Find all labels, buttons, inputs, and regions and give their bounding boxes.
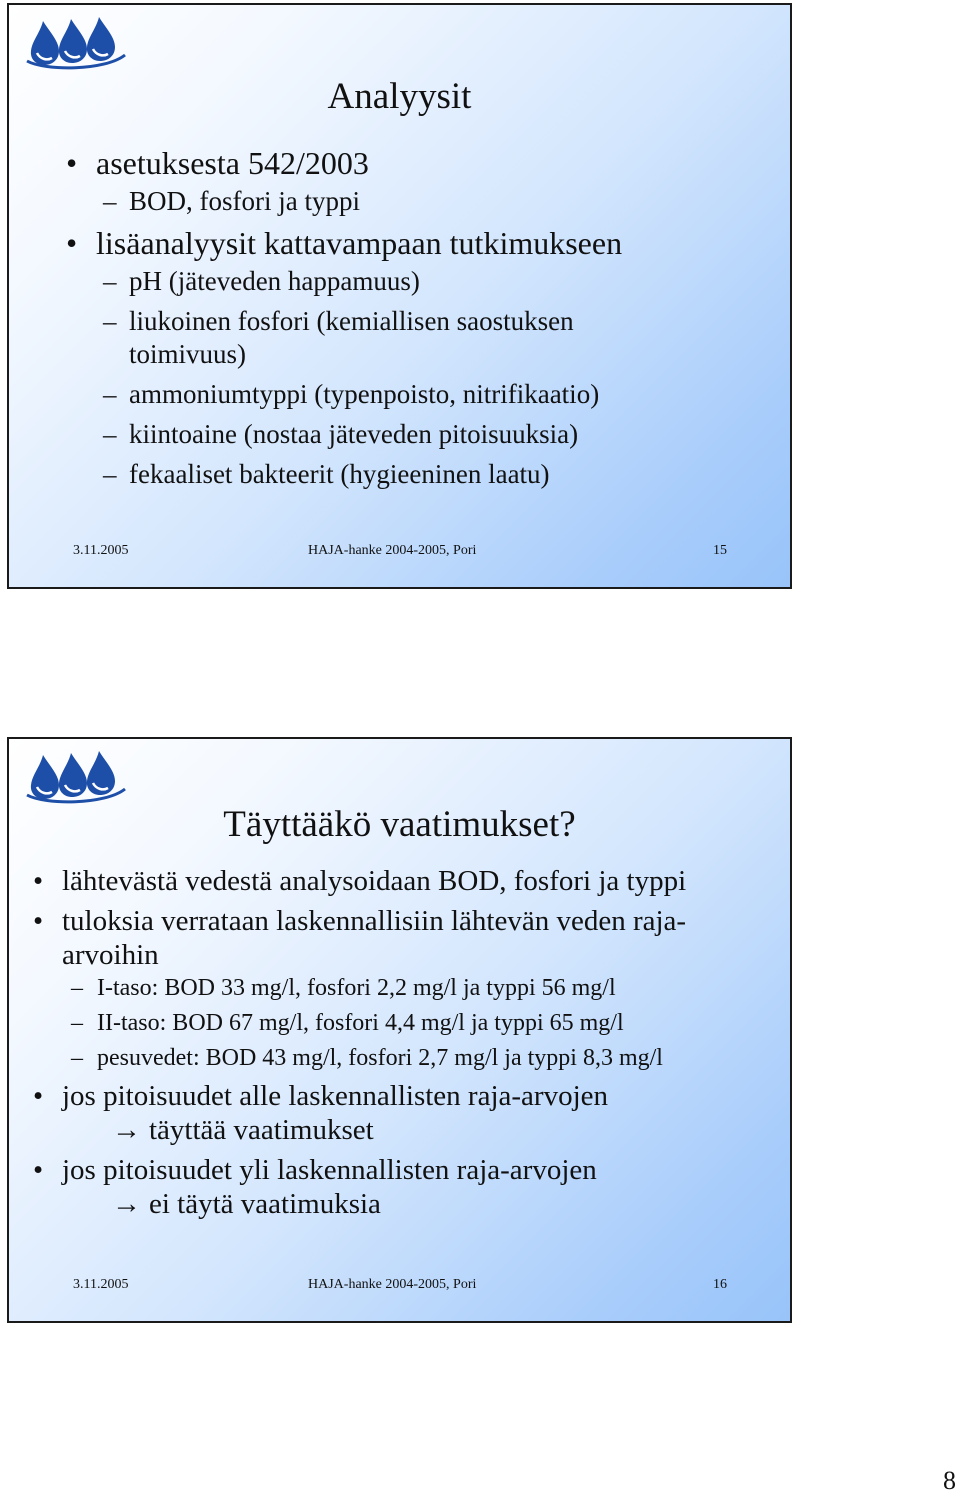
bullet-item: [33, 904, 732, 1073]
result-line: [62, 1113, 752, 1147]
sub-item: [71, 1009, 732, 1038]
bullet-item: [66, 225, 746, 491]
sub-item-text: fekaaliset bakteerit (hygieeninen laatu): [129, 459, 550, 489]
sub-item: [103, 378, 746, 411]
dash-icon: –: [103, 266, 117, 296]
bullet-icon: •: [33, 905, 44, 937]
result-line: [62, 1187, 752, 1221]
dash-icon: –: [71, 1010, 83, 1036]
sub-item-text: pH (jäteveden happamuus): [129, 266, 420, 296]
sub-item-text: I-taso: BOD 33 mg/l, fosfori 2,2 mg/l ja typpi 56 mg/l: [97, 975, 616, 1001]
sub-item: [103, 185, 746, 218]
sub-item: [71, 974, 732, 1003]
bullet-text: lisäanalyysit kattavampaan tutkimukseen: [96, 225, 623, 261]
slide-footer: [9, 1277, 790, 1295]
slide-title: Täyttääkö vaatimukset?: [223, 804, 576, 845]
result-text: ei täytä vaatimuksia: [149, 1188, 381, 1220]
footer-date: 3.11.2005: [73, 543, 129, 558]
sub-item-text: BOD, fosfori ja typpi: [129, 186, 360, 216]
water-drops-logo-icon: [25, 749, 129, 804]
water-drops-logo-icon: [25, 15, 129, 70]
dash-icon: –: [103, 379, 117, 409]
footer-date: 3.11.2005: [73, 1277, 129, 1292]
sub-item: [103, 305, 649, 371]
bullet-item: [33, 864, 752, 898]
footer-slide-number: 16: [713, 1277, 727, 1292]
sub-item: [103, 418, 746, 451]
bullet-text: asetuksesta 542/2003: [96, 145, 369, 181]
sub-item-text: II-taso: BOD 67 mg/l, fosfori 4,4 mg/l ja typpi 65 mg/l: [97, 1010, 624, 1036]
sub-item-text: ammoniumtyppi (typenpoisto, nitrifikaatio): [129, 379, 600, 409]
bullet-text: lähtevästä vedestä analysoidaan BOD, fosfori ja typpi: [62, 865, 687, 897]
sub-item: [103, 458, 746, 491]
footer-project: HAJA-hanke 2004-2005, Pori: [308, 1277, 477, 1292]
sub-list: [103, 265, 746, 491]
bullet-item: [33, 1153, 752, 1221]
sub-item-text: liukoinen fosfori (kemiallisen saostuksen toimivuus): [129, 306, 574, 369]
bullet-text: tuloksia verrataan laskennallisiin lähtevän veden raja-arvoihin: [62, 905, 687, 971]
slide-footer: [9, 543, 790, 561]
sub-item-text: pesuvedet: BOD 43 mg/l, fosfori 2,7 mg/l ja typpi 8,3 mg/l: [97, 1045, 663, 1071]
sub-item: [103, 265, 746, 298]
dash-icon: –: [103, 459, 117, 489]
slide-16-bullet-list: [33, 864, 752, 1227]
bullet-icon: •: [33, 1080, 44, 1112]
bullet-item: [33, 1079, 752, 1147]
bullet-icon: •: [66, 225, 78, 261]
dash-icon: –: [103, 306, 117, 336]
slide-15-bullet-list: [66, 145, 746, 498]
footer-project: HAJA-hanke 2004-2005, Pori: [308, 543, 477, 558]
bullet-text: jos pitoisuudet yli laskennallisten raja-arvojen: [62, 1154, 597, 1186]
footer-slide-number: 15: [713, 543, 727, 558]
sub-item: [71, 1044, 732, 1073]
arrow-right-icon: →: [112, 1188, 141, 1220]
page-number: 8: [943, 1466, 956, 1495]
sub-item-text: kiintoaine (nostaa jäteveden pitoisuuksia): [129, 419, 579, 449]
dash-icon: –: [71, 1045, 83, 1071]
bullet-text: jos pitoisuudet alle laskennallisten raja-arvojen: [62, 1080, 609, 1112]
slide-title: Analyysit: [327, 76, 472, 117]
bullet-icon: •: [66, 145, 78, 181]
arrow-right-icon: →: [112, 1114, 141, 1146]
dash-icon: –: [71, 975, 83, 1001]
sub-list: [71, 974, 732, 1073]
sub-list: [103, 185, 746, 218]
bullet-icon: •: [33, 865, 44, 897]
bullet-icon: •: [33, 1154, 44, 1186]
result-text: täyttää vaatimukset: [149, 1114, 374, 1146]
bullet-item: [66, 145, 746, 218]
dash-icon: –: [103, 186, 117, 216]
dash-icon: –: [103, 419, 117, 449]
